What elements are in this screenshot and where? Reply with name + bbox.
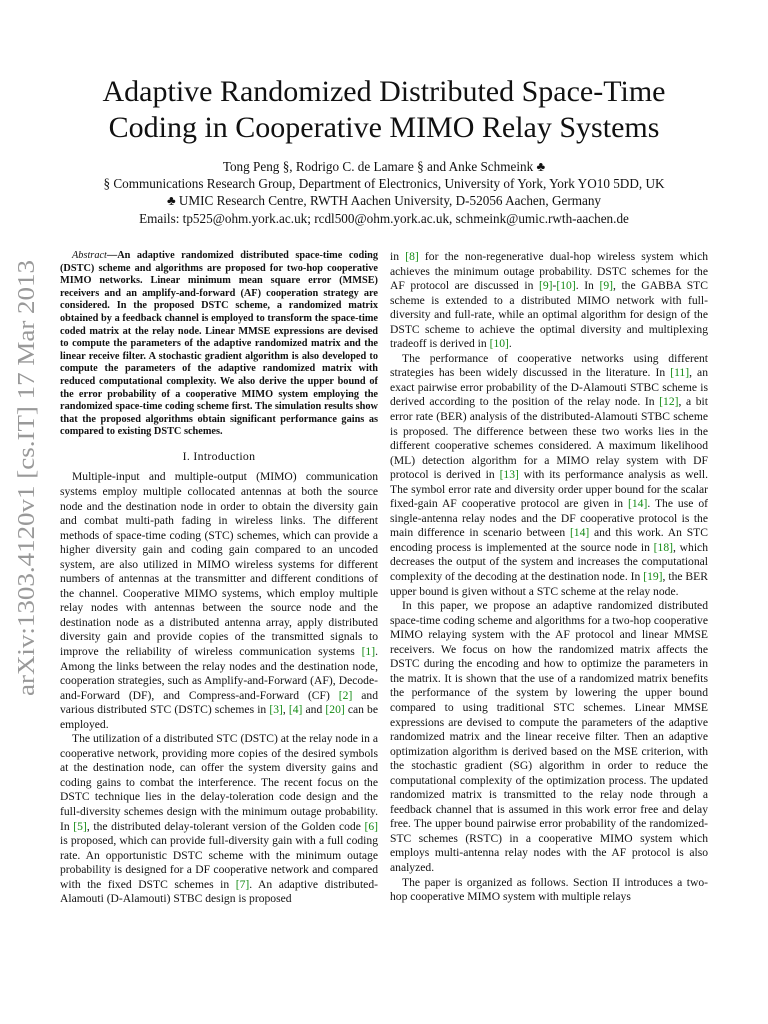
paragraph-text: . Among the links between the relay nodes and the destination node, cooperation strategies, such as Amplify-and-Forward (AF), Decode-and-Forward (DF), and Compress-and-Forward (CF) xyxy=(60,645,378,702)
paragraph-text: is proposed, which can provide full-diversity gain with a full coding rate. An opportunistic DSTC scheme with the minimum outage probability is designed for a DF cooperative network and compared with the fixed DSTC schemes in xyxy=(60,834,378,891)
paper-title xyxy=(60,74,708,146)
paragraph-text: in xyxy=(390,250,406,263)
citation-link[interactable]: [3] xyxy=(269,703,283,717)
citation-link[interactable]: [5] xyxy=(73,819,87,833)
author-names: Tong Peng §, Rodrigo C. de Lamare § and Anke Schmeink ♣ xyxy=(222,159,546,174)
paragraph-text: In this paper, we propose an adaptive randomized distributed space-time coding scheme and algorithms for a two-hop cooperative MIMO relaying system with the AF protocol and linear MMSE receivers. We focus on how the randomized matrix affects the DSTC during the encoding and how to optimize the parameters in the matrix. It is shown that the use of a randomized matrix benefits the performance of the system by lowering the upper bound compared to using traditional STC schemes. Linear MMSE expressions are devised to compute the parameters of the adaptive randomized matrix and the linear receive filter. Then an adaptive optimization algorithm is derived based on the MSE criterion, with the stochastic gradient (SG) algorithm in order to reduce the computational complexity of the optimization process. The updated randomized matrix is transmitted to the relay node through a feedback channel that is assumed in this work error free and delay free. The upper bound pairwise error probability of the randomized-STC schemes (RSTC) in a cooperative MIMO system which employs multi-antenna relay nodes with the AF protocol is also analyzed. xyxy=(390,599,708,874)
affiliation-york: § Communications Research Group, Department of Electronics, University of York, York YO10 5DD, UK xyxy=(103,176,665,192)
citation-link[interactable]: [9] xyxy=(538,279,553,293)
abstract xyxy=(60,250,378,439)
abstract-lead: Abstract xyxy=(72,250,107,261)
paragraph-text: . An adaptive distributed-Alamouti (D-Alamouti) STBC design is proposed xyxy=(60,877,378,906)
citation-link[interactable]: [4] xyxy=(288,703,303,717)
right-column xyxy=(390,250,708,905)
citation-link[interactable]: [13] xyxy=(499,468,519,482)
arxiv-stamp-text: arXiv:1303.4120v1 [cs.IT] 17 Mar 2013 xyxy=(13,299,40,696)
paragraph-text: , xyxy=(282,703,289,717)
citation-link[interactable]: [11] xyxy=(670,366,690,380)
right-column-body xyxy=(390,250,708,905)
paragraph-text: and various distributed STC (DSTC) schemes in xyxy=(60,688,379,717)
paragraph-text: Multiple-input and multiple-output (MIMO) communication systems employ multiple collocated antennas at both the source node and the destination node in order to obtain the diversity gain and combat multi-path fading in wireless links. The different methods of space-time coding (STC) schemes, which can provide a higher diversity gain and coding gain compared to an uncoded system, are also utilized in MIMO wireless systems for different numbers of antennas at the transmitter and different conditions of the channel. Cooperative MIMO systems, which employ multiple relay nodes with antennas between the source node and the destination node as a distributed antenna array, apply distributed diversity gain and provide copies of the transmitted signals to improve the reliability of wireless communication systems xyxy=(60,470,378,659)
paragraph-text: - xyxy=(552,279,557,293)
citation-link[interactable]: [6] xyxy=(364,819,378,833)
paragraph-text: can be employed. xyxy=(60,703,378,731)
title-line-2: Coding in Cooperative MIMO Relay Systems xyxy=(108,111,660,144)
paragraph-text: , which decreases the output of the system and increases the computational complexity of the decoding at the destination node. In xyxy=(390,540,708,584)
citation-link[interactable]: [9] xyxy=(599,279,613,293)
citation-link[interactable]: [14] xyxy=(569,526,590,540)
body-paragraph xyxy=(60,732,378,907)
paragraph-text: with its performance analysis as well. The symbol error rate and diversity order upper bound for the scalar fixed-gain AF cooperative protocol are given in xyxy=(390,468,708,511)
author-emails: Emails: tp525@ohm.york.ac.uk; rcdl500@ohm.york.ac.uk, schmeink@umic.rwth-aachen.de xyxy=(139,210,629,226)
arxiv-identifier-stamp xyxy=(6,258,46,698)
author-block xyxy=(60,158,708,227)
citation-link[interactable]: [19] xyxy=(643,570,663,584)
affiliation-aachen: ♣ UMIC Research Centre, RWTH Aachen University, D-52056 Aachen, Germany xyxy=(166,193,602,209)
paragraph-text: and this work. An STC encoding process is implemented at the source node in xyxy=(390,526,708,554)
paragraph-text: and xyxy=(302,703,326,717)
citation-link[interactable]: [20] xyxy=(325,703,345,717)
paragraph-text: , the GABBA STC scheme is extended to a distributed MIMO network with full-diversity and full-rate, while an optimal algorithm for design of the DSTC scheme to achieve the optimal diversity and multiplexing tradeoff is derived in xyxy=(390,279,709,351)
left-column-body xyxy=(60,470,378,906)
body-paragraph xyxy=(390,250,708,352)
paragraph-text: . xyxy=(508,337,512,351)
body-paragraph xyxy=(390,599,708,875)
citation-link[interactable]: [14] xyxy=(628,497,648,511)
paragraph-text: The paper is organized as follows. Section II introduces a two-hop cooperative MIMO system with multiple relays xyxy=(390,875,708,904)
body-paragraph xyxy=(390,876,708,905)
citation-link[interactable]: [1] xyxy=(361,645,376,659)
citation-link[interactable]: [10] xyxy=(489,337,509,351)
abstract-text: —An adaptive randomized distributed space-time coding (DSTC) scheme and algorithms are proposed for two-hop cooperative MIMO networks. Linear minimum mean square error (MMSE) receivers and an amplify-and-forward (AF) cooperation strategy are considered. In the proposed DSTC scheme, a randomized matrix obtained by a feedback channel is employed to transform the space-time coded matrix at the relay node. Linear MMSE expressions are devised to compute the parameters of the adaptive randomized matrix and the linear receive filter. A stochastic gradient algorithm is also developed to compute the parameters of the adaptive randomized matrix with reduced computational complexity. We also derive the upper bound of the error probability of a cooperative MIMO system employing the randomized space-time coding scheme first. The simulation results show that the proposed algorithms obtain significant performance gains as compared to existing DSTC schemes. xyxy=(60,250,378,438)
paragraph-text: The performance of cooperative networks using different strategies has been widely discussed in the literature. In xyxy=(390,351,708,380)
body-paragraph xyxy=(60,470,378,732)
left-column xyxy=(60,250,378,907)
paragraph-text: , an exact pairwise error probability of the D-Alamouti STBC scheme is derived according to the position of the relay node. In xyxy=(390,366,708,409)
citation-link[interactable]: [10] xyxy=(556,279,576,293)
paragraph-text: . The use of single-antenna relay nodes and the DF cooperative protocol is the main difference in scenario between xyxy=(390,497,708,540)
body-paragraph xyxy=(390,352,708,599)
paragraph-text: , a bit error rate (BER) analysis of the distributed-Alamouti STBC scheme is proposed. The difference between these two works lies in the different cooperative schemes considered. A maximum likelihood (ML) detection algorithm for a MIMO relay system with DF protocol is derived in xyxy=(390,395,708,482)
citation-link[interactable]: [2] xyxy=(338,688,353,702)
title-line-1: Adaptive Randomized Distributed Space-Time xyxy=(102,75,666,108)
citation-link[interactable]: [18] xyxy=(653,540,673,554)
paragraph-text: The utilization of a distributed STC (DSTC) at the relay node in a cooperative network, providing more copies of the desired symbols at the destination node, can offer the system diversity gains and coding gains to combat the interference. The recent focus on the DSTC technique lies in the delay-toleration code design and the full-diversity schemes design with the minimum outage probability. In xyxy=(60,732,378,833)
citation-link[interactable]: [7] xyxy=(235,877,250,891)
citation-link[interactable]: [12] xyxy=(659,395,679,409)
citation-link[interactable]: [8] xyxy=(405,250,419,263)
paragraph-text: for the non-regenerative dual-hop wireless system which achieves the minimum outage probability. DSTC schemes for the AF protocol are discussed in xyxy=(390,250,709,293)
paragraph-text: , the distributed delay-tolerant version of the Golden code xyxy=(86,819,365,833)
paragraph-text: . In xyxy=(575,279,600,293)
paragraph-text: , the BER upper bound is given without a STC scheme at the relay node. xyxy=(390,570,708,598)
section-heading-introduction: I. Introduction xyxy=(182,448,256,463)
